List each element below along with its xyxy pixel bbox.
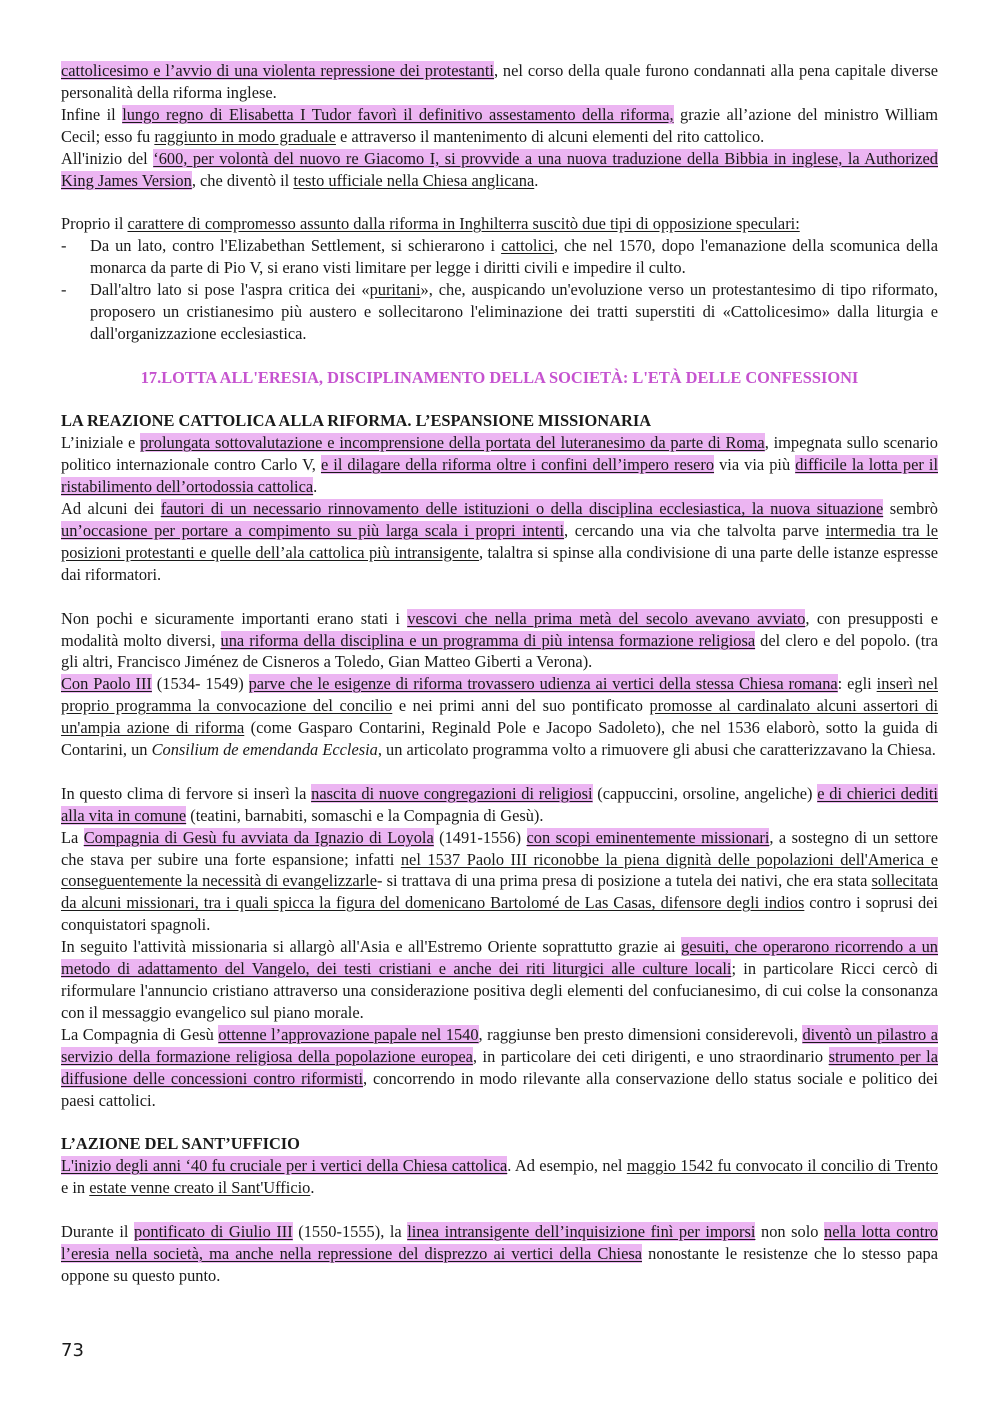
paragraph: In questo clima di fervore si inserì la nascita di nuove congregazioni di religiosi (cappuccini, orsoline, angeliche) e di chierici dediti alla vita in comune (teatini, barnabiti, somaschi e la Compagnia di Gesù).	[61, 783, 938, 825]
paragraph: Non pochi e sicuramente importanti erano stati i vescovi che nella prima metà del secolo avevano avviato, con presupposti e modalità molto diversi, una riforma della disciplina e un programma di più intensa formazione religiosa del clero e del popolo. (tra gli altri, Francisco Jiménez de Cisneros a Toledo, Gian Matteo Giberti a Verona).	[61, 608, 939, 672]
paragraph: In seguito l'attività missionaria si allargò all'Asia e all'Estremo Oriente soprattutto grazie ai gesuiti, che operarono ricorrendo a un metodo di adattamento del Vangelo, dei testi cristiani e anche dei riti liturgici alle culture locali; in particolare Ricci cercò di riformulare l'annuncio cristiano attraverso una considerazione positiva degli elementi del confucianesimo, di cui colse la consonanza con il messaggio evangelico sul piano morale.	[61, 937, 939, 1022]
paragraph: L’iniziale e prolungata sottovalutazione e incomprensione della portata del luteranesimo da parte di Roma, impegnata sullo scenario politico internazionale contro Carlo V, e il dilagare della riforma oltre i confini dell’impero resero via via più difficile la lotta per il ristabilimento dell’ortodossia cattolica.	[61, 433, 938, 497]
page-number: 73	[61, 1340, 84, 1361]
paragraph: Infine il lungo regno di Elisabetta I Tudor favorì il definitivo assestamento della riforma, grazie all’azione del ministro William Cecil; esso fu raggiunto in modo graduale e attraverso il mantenimento di alcuni elementi del rito cattolico.	[61, 104, 938, 146]
paragraph: L'inizio degli anni ‘40 fu cruciale per i vertici della Chiesa cattolica. Ad esempio, nel maggio 1542 fu convocato il concilio di Trento e in estate venne creato il Sant'Ufficio.	[61, 1156, 938, 1198]
document-page	[61, 60, 938, 1287]
chapter-title: 17.LOTTA ALL'ERESIA, DISCIPLINAMENTO DELLA SOCIETÀ: L'ETÀ DELLE CONFESSIONI	[140, 367, 859, 387]
paragraph: All'inizio del ‘600, per volontà del nuovo re Giacomo I, si provvide a una nuova traduzione della Bibbia in inglese, la Authorized King James Version, che diventò il testo ufficiale nella Chiesa anglicana.	[61, 148, 938, 190]
paragraph: Proprio il carattere di compromesso assunto dalla riforma in Inghilterra suscitò due tipi di opposizione speculari:	[61, 214, 800, 234]
section-title: LA REAZIONE CATTOLICA ALLA RIFORMA. L’ESPANSIONE MISSIONARIA	[61, 411, 652, 431]
dash-list	[61, 235, 938, 345]
paragraph: Con Paolo III (1534- 1549) parve che le esigenze di riforma trovassero udienza ai vertici della stessa Chiesa romana: egli inserì nel proprio programma la convocazione del concilio e nei primi anni del suo pontificato promosse al cardinalato alcuni assertori di un'ampia azione di riforma (come Gasparo Contarini, Reginald Pole e Jacopo Sadoleto), che nel 1536 elaborò, sotto la guida di Contarini, un Consilium de emendanda Ecclesia, un articolato programma volto a rimuovere gli abusi che caratterizzavano la Chiesa.	[61, 674, 939, 760]
paragraph: Ad alcuni dei fautori di un necessario rinnovamento delle istituzioni o della disciplina ecclesiastica, la nuova situazione sembrò un’occasione per portare a compimento su più larga scala i propri intenti, cercando una via che talvolta parve intermedia tra le posizioni protestanti e quelle dell’ala cattolica più intransigente, talaltra si spinse alla condivisione di una parte delle istanze espresse dai riformatori.	[61, 499, 938, 584]
list-item: - Dall'altro lato si pose l'aspra critica dei «puritani», che, auspicando un'evoluzione verso un protestantesimo di tipo riformato, proposero un cristianesimo più austero e sollecitarono l'eliminazione dei tratti superstiti di «Cattolicesimo» dalla liturgia e dall'organizzazione ecclesiastica.	[61, 280, 938, 343]
paragraph: Durante il pontificato di Giulio III (1550-1555), la linea intransigente dell’inquisizione finì per imporsi non solo nella lotta contro l’eresia nella società, ma anche nella repressione del disprezzo ai vertici della Chiesa nonostante le resistenze che lo stesso papa oppone su questo punto.	[61, 1221, 938, 1285]
paragraph: La Compagnia di Gesù ottenne l’approvazione papale nel 1540, raggiunse ben presto dimensioni considerevoli, diventò un pilastro a servizio della formazione religiosa della popolazione europea, in particolare dei ceti dirigenti, e uno straordinario strumento per la diffusione delle concessioni contro riformisti, concorrendo in modo rilevante alla conservazione dello status sociale e politico dei paesi cattolici.	[61, 1024, 938, 1110]
section-title: L’AZIONE DEL SANT’UFFICIO	[61, 1134, 300, 1154]
paragraph: cattolicesimo e l’avvio di una violenta repressione dei protestanti, nel corso della quale furono condannati alla pena capitale diverse personalità della riforma inglese.	[61, 61, 938, 102]
list-item: - Da un lato, contro l'Elizabethan Settlement, si schierarono i cattolici, che nel 1570, dopo l'emanazione della scomunica della monarca da parte di Pio V, si erano visti limitare per legge i diritti civili e impedire il culto.	[61, 236, 938, 278]
paragraph: La Compagnia di Gesù fu avviata da Ignazio di Loyola (1491-1556) con scopi eminentemente missionari, a sostegno di un settore che stava per subire una forte espansione; infatti nel 1537 Paolo III riconobbe la piena dignità delle popolazioni dell'America e conseguentemente la necessità di evangelizzarle- si trattava di una prima presa di posizione a tutela dei nativi, che era stata sollecitata da alcuni missionari, tra i quali spicca la figura del domenicano Bartolomé de Las Casas, difensore degli indios contro i soprusi dei conquistatori spagnoli.	[61, 827, 939, 935]
